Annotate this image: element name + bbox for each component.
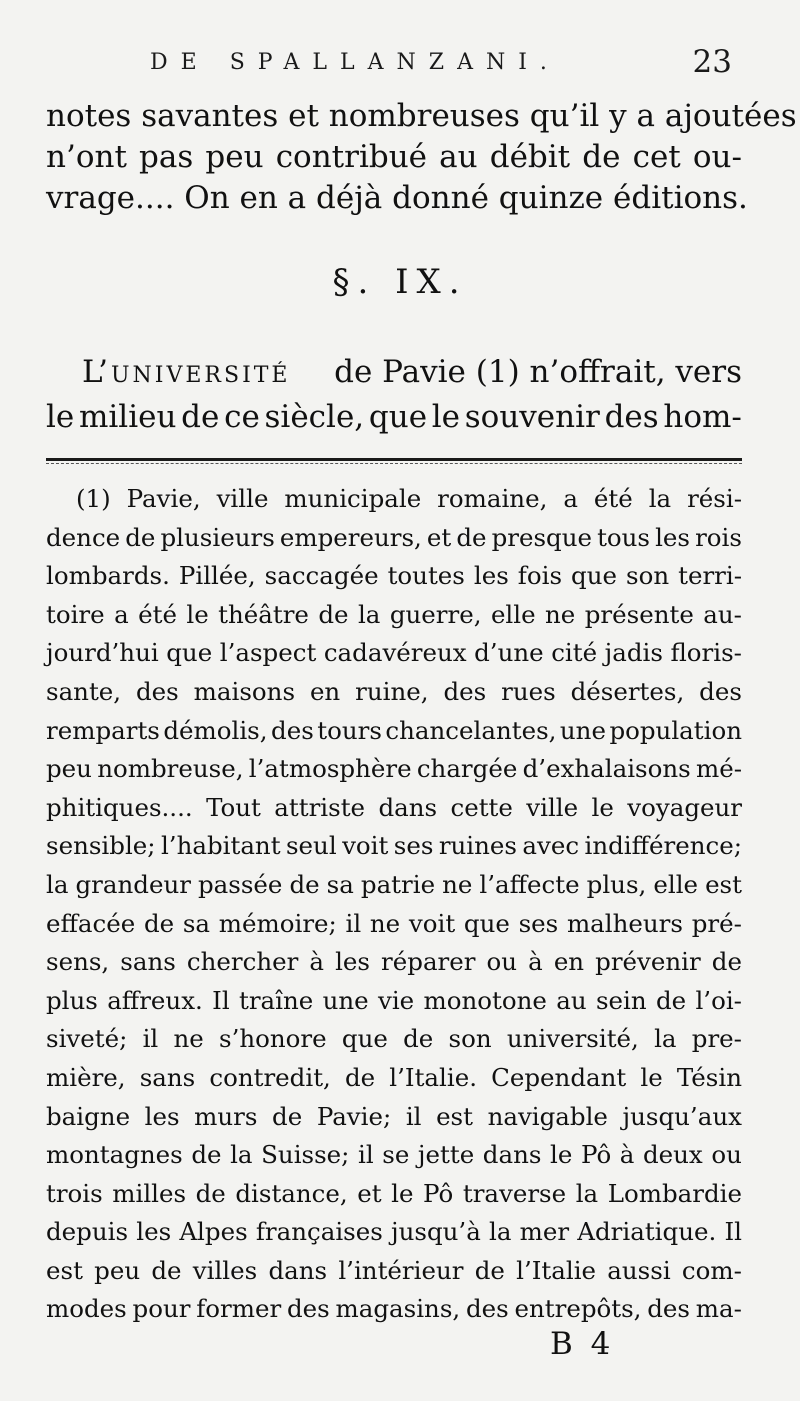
text-line: notes savantes et nombreuses qu’il y a ajoutées xyxy=(46,98,797,134)
footnote-line xyxy=(46,1175,742,1214)
word: l’oi- xyxy=(695,985,742,1015)
word: la xyxy=(654,1024,677,1054)
footnote-line xyxy=(46,905,742,944)
word: rési- xyxy=(687,484,742,513)
word: souvenir xyxy=(464,399,600,435)
lead-word-text: L’université xyxy=(82,354,291,390)
footnote-line xyxy=(46,557,742,596)
word: depuis xyxy=(46,1217,129,1247)
word: à xyxy=(309,947,324,977)
word: deux xyxy=(642,1140,703,1170)
footnote-line-text xyxy=(46,866,742,905)
word: saccagée xyxy=(264,561,379,591)
word: de xyxy=(195,1178,226,1208)
word: de xyxy=(289,869,320,899)
word: l’intérieur xyxy=(338,1255,464,1285)
word: été xyxy=(138,599,177,629)
word: Alpes xyxy=(179,1217,248,1247)
word: sein xyxy=(595,985,647,1015)
word: et xyxy=(426,522,452,552)
footnote-line-text xyxy=(46,1290,742,1329)
word: à xyxy=(528,947,543,977)
word: que xyxy=(341,1024,388,1054)
word: des xyxy=(647,1294,690,1324)
word: le xyxy=(591,792,614,822)
word: la xyxy=(46,869,69,899)
word: Il xyxy=(724,1217,742,1247)
word: ne xyxy=(545,599,576,629)
word: le xyxy=(640,1062,663,1092)
running-head xyxy=(0,44,800,84)
word: pre- xyxy=(691,1024,742,1054)
word: et xyxy=(357,1178,382,1208)
word: fois xyxy=(517,561,563,591)
word: une xyxy=(322,985,369,1015)
word: affreux. xyxy=(107,985,203,1015)
word: floris- xyxy=(670,638,742,668)
footnote-line-text xyxy=(46,905,742,944)
footnote-line-text xyxy=(46,1252,742,1291)
word: de xyxy=(125,522,156,552)
word: se xyxy=(382,1140,410,1170)
word: remparts xyxy=(46,715,160,745)
word: lombards. xyxy=(46,561,170,591)
word: l’affecte xyxy=(479,869,580,899)
word: réparer xyxy=(381,947,476,977)
word: des xyxy=(286,1294,330,1324)
word: en xyxy=(309,676,341,706)
word: siècle, xyxy=(264,399,365,435)
word: phitiques.... xyxy=(46,792,193,822)
footnote-line-text xyxy=(46,943,742,982)
word: tours xyxy=(317,715,382,745)
text-line: n’ont pas peu contribué au débit de cet ou- xyxy=(46,139,742,175)
footnote-line-text xyxy=(46,750,742,789)
word: que xyxy=(368,399,428,435)
word: effacée xyxy=(46,908,136,938)
word: les xyxy=(144,1101,180,1131)
word: vie xyxy=(377,985,415,1015)
word: presque xyxy=(491,522,592,552)
word: des xyxy=(136,676,179,706)
word: navigable xyxy=(487,1101,608,1131)
word: de xyxy=(403,1024,434,1054)
paragraph-line-rest: de Pavie (1) n’offrait, vers xyxy=(334,354,742,390)
word: les xyxy=(136,1217,172,1247)
word: de xyxy=(181,399,220,435)
footnote-line xyxy=(46,1252,742,1291)
word: dans xyxy=(482,1140,542,1170)
word: les xyxy=(335,947,370,977)
word: tous xyxy=(597,522,651,552)
word: la xyxy=(230,1140,253,1170)
word: traîne xyxy=(238,985,314,1015)
word: prévenir xyxy=(595,947,701,977)
word: ou xyxy=(486,947,518,977)
footnote xyxy=(46,480,742,1329)
word: ce xyxy=(224,399,260,435)
word: à xyxy=(619,1140,635,1170)
footnote-line xyxy=(46,712,742,751)
running-title: DE SPALLANZANI. xyxy=(150,50,560,75)
word: com- xyxy=(681,1255,742,1285)
word: pré- xyxy=(691,908,742,938)
footnote-separator xyxy=(46,458,742,461)
word: le xyxy=(391,1178,414,1208)
footnote-line xyxy=(46,519,742,558)
text-line: vrage.... On en a déjà donné quinze éditions. xyxy=(46,180,748,216)
word: population xyxy=(609,715,742,745)
word: de xyxy=(655,985,687,1015)
word: des xyxy=(465,1294,509,1324)
word: la xyxy=(357,599,381,629)
word: françaises xyxy=(255,1217,383,1247)
footnote-line-text xyxy=(46,1175,742,1214)
word: démolis, xyxy=(163,715,268,745)
paragraph xyxy=(46,350,742,440)
word: de xyxy=(456,522,487,552)
word: sans xyxy=(139,1062,196,1092)
word: modes xyxy=(46,1294,127,1324)
word: malheurs xyxy=(566,908,683,938)
word: d’exhalaisons xyxy=(522,754,691,784)
word: des xyxy=(699,676,742,706)
word: que xyxy=(571,561,617,591)
word: elle xyxy=(653,869,699,899)
word: il xyxy=(358,1140,374,1170)
word: de xyxy=(474,1255,505,1285)
word: ne xyxy=(442,869,473,899)
word: mémoire; xyxy=(218,908,337,938)
word: ses xyxy=(393,831,434,861)
section-heading: §. IX. xyxy=(332,262,468,302)
paragraph-line-text xyxy=(46,395,742,440)
word: terri- xyxy=(678,561,742,591)
word: sa xyxy=(182,908,211,938)
footnote-line xyxy=(46,1290,742,1329)
word: l’habitant xyxy=(160,831,281,861)
word: ou xyxy=(711,1140,742,1170)
word: sensible; xyxy=(46,831,156,861)
word: au- xyxy=(703,599,742,629)
word: contredit, xyxy=(209,1062,331,1092)
word: les xyxy=(655,522,690,552)
footnote-line xyxy=(46,1136,742,1175)
word: le xyxy=(186,599,209,629)
word: monotone xyxy=(423,985,547,1015)
footnote-line xyxy=(46,1059,742,1098)
word: une xyxy=(559,715,606,745)
word: avec xyxy=(522,831,580,861)
word: le xyxy=(46,399,75,435)
word: a xyxy=(114,599,129,629)
word: patrie xyxy=(360,869,436,899)
word: pour xyxy=(132,1294,191,1324)
word: voit xyxy=(408,908,456,938)
word: au xyxy=(556,985,587,1015)
word: université, xyxy=(506,1024,639,1054)
word: ne xyxy=(173,1024,204,1054)
word: ses xyxy=(518,908,559,938)
word: siveté; xyxy=(46,1024,128,1054)
lead-word xyxy=(82,350,291,395)
word: hom- xyxy=(663,399,742,435)
word: Pavie, xyxy=(126,484,201,513)
word: grandeur xyxy=(75,869,191,899)
footnote-line-text xyxy=(46,1020,742,1059)
word: de xyxy=(272,1101,303,1131)
footnote-line xyxy=(46,1213,742,1252)
word: ma- xyxy=(695,1294,742,1324)
word: des xyxy=(604,399,659,435)
word: rues xyxy=(501,676,556,706)
word: peu xyxy=(94,1255,141,1285)
footnote-line xyxy=(46,827,742,866)
word: la xyxy=(648,484,672,513)
footnote-line xyxy=(46,982,742,1021)
word: Tout xyxy=(206,792,261,822)
word: jourd’hui xyxy=(46,638,159,668)
footnote-line-text xyxy=(46,827,742,866)
word: l’Italie. xyxy=(389,1062,477,1092)
word: dans xyxy=(378,792,438,822)
word: seul xyxy=(285,831,337,861)
word: chancelantes, xyxy=(385,715,557,745)
word: sa xyxy=(326,869,354,899)
word: sans xyxy=(120,947,176,977)
footnote-separator-shadow xyxy=(46,463,742,464)
footnote-line-text xyxy=(46,1059,742,1098)
word: mer xyxy=(519,1217,570,1247)
word: son xyxy=(448,1024,492,1054)
word: voit xyxy=(342,831,389,861)
word: jusqu’à xyxy=(391,1217,481,1247)
word: ville xyxy=(216,484,269,513)
word: de xyxy=(318,599,349,629)
word: milieu xyxy=(78,399,177,435)
word: sante, xyxy=(46,676,122,706)
word: voyageur xyxy=(627,792,742,822)
word: ville xyxy=(526,792,579,822)
word: cité xyxy=(551,638,598,668)
word: dence xyxy=(46,522,121,552)
word: Pô xyxy=(580,1140,612,1170)
word: de xyxy=(344,1062,376,1092)
word: cette xyxy=(450,792,513,822)
footnote-line-text xyxy=(46,1136,742,1175)
word: villes xyxy=(192,1255,258,1285)
paragraph-line xyxy=(46,395,742,440)
word: nombreuse, xyxy=(97,754,244,784)
footnote-line-text xyxy=(46,1213,742,1252)
footnote-line-text xyxy=(46,1098,742,1137)
word: est xyxy=(436,1101,473,1131)
word: ruines xyxy=(438,831,517,861)
footnote-line-text xyxy=(46,596,742,635)
word: s’honore xyxy=(219,1024,327,1054)
word: toire xyxy=(46,599,105,629)
word: de xyxy=(143,908,175,938)
word: mé- xyxy=(695,754,742,784)
word: plusieurs xyxy=(160,522,275,552)
word: romaine, xyxy=(437,484,548,513)
word: rois xyxy=(695,522,742,552)
footnote-line-text xyxy=(46,789,742,828)
word: dans xyxy=(268,1255,328,1285)
word: Pavie; xyxy=(316,1101,392,1131)
footnote-line-text xyxy=(46,519,742,558)
word: cadavéreux xyxy=(323,638,467,668)
word: son xyxy=(626,561,670,591)
word: est xyxy=(705,869,742,899)
word: Suisse; xyxy=(261,1140,350,1170)
word: des xyxy=(271,715,314,745)
word: chercher xyxy=(186,947,299,977)
word: Lombardie xyxy=(607,1178,742,1208)
word: la xyxy=(489,1217,512,1247)
footnote-line-text xyxy=(46,673,742,712)
word: guerre, xyxy=(389,599,482,629)
footnote-line xyxy=(46,866,742,905)
word: elle xyxy=(490,599,536,629)
word: traverse xyxy=(462,1178,567,1208)
word: Pillée, xyxy=(178,561,256,591)
word: trois xyxy=(46,1178,103,1208)
word: toutes xyxy=(387,561,465,591)
word: le xyxy=(550,1140,573,1170)
footnote-line-text xyxy=(46,557,742,596)
word: il xyxy=(345,908,362,938)
word: de xyxy=(151,1255,182,1285)
signature-mark: B 4 xyxy=(550,1326,615,1362)
paragraph-line xyxy=(46,350,742,395)
footnote-line-text xyxy=(46,634,742,673)
word: sens, xyxy=(46,947,110,977)
word: le xyxy=(431,399,461,435)
footnote-line xyxy=(46,480,742,519)
word: municipale xyxy=(284,484,422,513)
page-number: 23 xyxy=(692,44,732,80)
word: ruine, xyxy=(355,676,429,706)
word: baigne xyxy=(46,1101,131,1131)
word: maisons xyxy=(193,676,296,706)
continued-text xyxy=(46,96,797,219)
word: il xyxy=(405,1101,422,1131)
word: Tésin xyxy=(676,1062,742,1092)
footnote-line xyxy=(46,634,742,673)
word: empereurs, xyxy=(279,522,422,552)
footnote-line-text xyxy=(76,480,742,519)
word: est xyxy=(46,1255,83,1285)
word: désertes, xyxy=(570,676,685,706)
word: passée xyxy=(197,869,283,899)
word: l’atmosphère xyxy=(248,754,412,784)
word: d’une xyxy=(474,638,544,668)
footnote-line xyxy=(46,1020,742,1059)
word: jusqu’aux xyxy=(622,1101,742,1131)
word: en xyxy=(553,947,585,977)
word: indifférence; xyxy=(584,831,742,861)
word: présente xyxy=(584,599,694,629)
word: milles xyxy=(112,1178,187,1208)
word: magasins, xyxy=(335,1294,461,1324)
word: murs xyxy=(194,1101,258,1131)
word: que xyxy=(166,638,213,668)
word: jadis xyxy=(604,638,663,668)
word: attriste xyxy=(274,792,366,822)
word: Il xyxy=(212,985,230,1015)
word: chargée xyxy=(416,754,518,784)
word: été xyxy=(593,484,633,513)
footnote-line xyxy=(46,943,742,982)
footnote-line xyxy=(46,789,742,828)
footnote-line-text xyxy=(46,712,742,751)
footnote-line-text xyxy=(46,982,742,1021)
word: distance, xyxy=(235,1178,348,1208)
word: les xyxy=(473,561,509,591)
footnote-line xyxy=(46,1098,742,1137)
word: la xyxy=(575,1178,599,1208)
word: jette xyxy=(417,1140,475,1170)
word: Cependant xyxy=(491,1062,627,1092)
word: former xyxy=(196,1294,282,1324)
word: de xyxy=(711,947,742,977)
word: que xyxy=(463,908,510,938)
word: Adriatique. xyxy=(577,1217,717,1247)
word: Pô xyxy=(423,1178,454,1208)
word: de xyxy=(191,1140,222,1170)
word: plus, xyxy=(586,869,647,899)
word: entrepôts, xyxy=(514,1294,642,1324)
footnote-line xyxy=(46,673,742,712)
word: montagnes xyxy=(46,1140,183,1170)
word: peu xyxy=(46,754,92,784)
word: plus xyxy=(46,985,98,1015)
word: théâtre xyxy=(218,599,309,629)
footnote-line xyxy=(46,750,742,789)
word: ne xyxy=(369,908,401,938)
word: il xyxy=(142,1024,159,1054)
footnote-line xyxy=(46,596,742,635)
word: a xyxy=(563,484,578,513)
word: mière, xyxy=(46,1062,126,1092)
word: l’aspect xyxy=(219,638,317,668)
word: l’Italie xyxy=(516,1255,597,1285)
word: aussi xyxy=(607,1255,671,1285)
word: (1) xyxy=(76,484,111,513)
word: des xyxy=(443,676,487,706)
